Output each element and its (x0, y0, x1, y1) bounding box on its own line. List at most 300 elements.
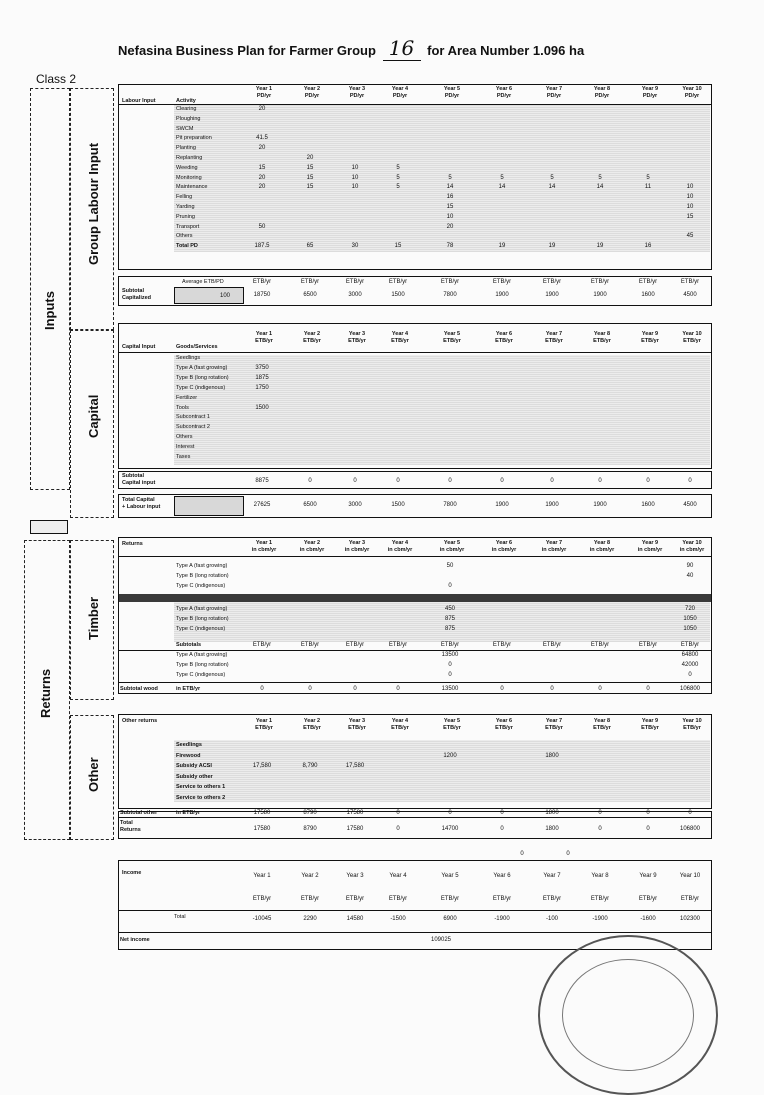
timber-etb-header: ETB/yr (252, 642, 272, 648)
capital-item: Type B (long rotation) (176, 374, 229, 381)
income-year: Year 4 (389, 873, 407, 879)
other-subtotal: 0 (396, 810, 400, 816)
capital-item: Type C (indigenous) (176, 384, 226, 391)
labour-etb-header: ETB/yr (680, 279, 700, 285)
labour-etb-header: ETB/yr (300, 279, 320, 285)
other-item: Subsidy other (176, 773, 213, 780)
capital-subtotal-box (118, 471, 712, 489)
capital-year-header: Year 10 ETB/yr (682, 331, 702, 344)
income-year: Year 1 (253, 873, 271, 879)
timber-etb-header: ETB/yr (638, 642, 658, 648)
labour-etb-header: ETB/yr (638, 279, 658, 285)
labour-activity: Ploughing (176, 115, 201, 122)
timber-etb-type: Type B (long rotation) (176, 661, 229, 668)
labour-value: 30 (351, 243, 359, 250)
other-year-header: Year 3 ETB/yr (348, 718, 366, 731)
labour-subtotal: 1900 (545, 292, 559, 298)
other-subtotal: 0 (598, 810, 602, 816)
labour-value: 15 (306, 164, 314, 171)
labour-value: 11 (644, 184, 652, 191)
labour-value: 5 (448, 174, 452, 181)
capital-item: Others (176, 434, 193, 441)
labour-activity: Pit preparation (176, 135, 212, 142)
row-divider (118, 556, 712, 557)
timber-etb-header: ETB/yr (680, 642, 700, 648)
labour-value: 10 (686, 184, 694, 191)
row-divider (118, 104, 712, 105)
timber-subtotal: 106800 (679, 686, 701, 692)
capital-col-b: Goods/Services (176, 344, 218, 350)
other-sub-b: in ETB/yr (176, 810, 201, 816)
capital-total: 1900 (593, 502, 607, 508)
timber-etb-type: Type A (fast growing) (176, 652, 228, 658)
labour-activity: SWCM (176, 125, 194, 132)
inputs-frame (30, 88, 70, 490)
other-year-header: Year 8 ETB/yr (593, 718, 611, 731)
labour-value: 20 (258, 145, 266, 152)
timber-price-type: Type B (long rotation) (176, 615, 229, 622)
total-returns-value: 106800 (679, 826, 701, 832)
total-capital-box (174, 496, 244, 516)
net-income-label: Net income (120, 937, 150, 943)
income-total: -100 (545, 916, 558, 922)
income-unit: ETB/yr (388, 896, 408, 902)
labour-value: 16 (446, 194, 454, 201)
labour-etb-header: ETB/yr (590, 279, 610, 285)
labour-value: 20 (258, 106, 266, 112)
timber-vol-y5: 50 (446, 563, 454, 569)
labour-value: 5 (396, 164, 400, 171)
labour-year-header: Year 10 PD/yr (682, 86, 702, 99)
avg-etb-value: 100 (219, 293, 230, 299)
capital-subtotal: 0 (500, 478, 504, 484)
labour-year-header: Year 6 PD/yr (495, 86, 513, 99)
capital-col-a: Capital Input (122, 344, 156, 350)
labour-value: 41.5 (256, 135, 268, 142)
income-year: Year 7 (543, 873, 561, 879)
other-year-header: Year 6 ETB/yr (495, 718, 513, 731)
capital-item: Type A (fast growing) (176, 364, 228, 371)
total-returns-box (118, 811, 712, 839)
income-year: Year 2 (301, 873, 319, 879)
labour-value: 15 (306, 184, 314, 191)
labour-year-header: Year 4 PD/yr (391, 86, 409, 99)
labour-year-header: Year 1 PD/yr (255, 86, 273, 99)
group-labour-side-label: Group Labour Input (86, 142, 101, 265)
timber-vol-y10: 90 (686, 563, 694, 569)
labour-activity: Planting (176, 145, 196, 152)
capital-year-header: Year 2 ETB/yr (303, 331, 321, 344)
class-label: Class 2 (36, 72, 77, 86)
labour-value: 5 (550, 174, 554, 181)
labour-subtotal: 1600 (641, 292, 655, 298)
timber-subtotal: 0 (353, 686, 357, 692)
timber-sub-a: Subtotal wood (120, 686, 158, 692)
capital-value: 1500 (255, 404, 269, 411)
labour-sub-b: Capitalized (122, 295, 152, 301)
capital-side-label: Capital (86, 394, 101, 438)
timber-price-y10: 1050 (683, 615, 697, 622)
labour-etb-header: ETB/yr (440, 279, 460, 285)
timber-price-y10: 1050 (683, 625, 697, 632)
capital-subtotal: 0 (550, 478, 554, 484)
labour-value: 10 (351, 174, 359, 181)
timber-etb-y10: 0 (688, 671, 692, 678)
labour-activity: Monitoring (176, 174, 202, 181)
labour-subtotal: 1900 (593, 292, 607, 298)
avg-etb-label: Average ETB/PD (182, 279, 224, 285)
labour-value: 19 (596, 243, 604, 250)
capital-subtotal: 0 (646, 478, 650, 484)
timber-subtotal: 0 (260, 686, 264, 692)
inputs-side-label: Inputs (42, 291, 57, 330)
timber-dark-band (119, 594, 711, 602)
income-unit: ETB/yr (590, 896, 610, 902)
other-col-a: Other returns (122, 718, 158, 724)
timber-subtotal: 0 (396, 686, 400, 692)
timber-vol-type: Type C (indigenous) (176, 582, 226, 589)
capital-subtotal: 0 (598, 478, 602, 484)
labour-year-header: Year 2 PD/yr (303, 86, 321, 99)
timber-sub-b: in ETB/yr (176, 686, 201, 692)
labour-subtotal: 18750 (253, 292, 271, 298)
capital-total-label: Total Capital + Labour input (122, 497, 161, 510)
timber-year-header: Year 1 in cbm/yr (251, 540, 277, 553)
timber-year-header: Year 9 in cbm/yr (637, 540, 663, 553)
row-divider (118, 932, 712, 933)
other-year-header: Year 7 ETB/yr (545, 718, 563, 731)
labour-value: 14 (596, 184, 604, 191)
capital-sub-label: Subtotal Capital input (122, 473, 156, 486)
other-subtotal: 17580 (253, 810, 271, 816)
income-total: 102300 (679, 916, 701, 922)
income-year: Year 8 (591, 873, 609, 879)
income-total: 14580 (346, 916, 364, 922)
labour-value: 20 (258, 184, 266, 191)
income-total: -1900 (494, 916, 510, 922)
capital-total: 27625 (253, 502, 271, 508)
capital-total: 6500 (303, 502, 317, 508)
labour-value: 10 (351, 184, 359, 191)
other-sub-a: Subtotal other (120, 810, 158, 816)
capital-year-header: Year 9 ETB/yr (641, 331, 659, 344)
capital-total: 4500 (683, 502, 697, 508)
labour-activity: Transport (176, 223, 200, 230)
income-year: Year 10 (679, 873, 701, 879)
labour-value: 10 (351, 164, 359, 171)
timber-etb-y10: 42000 (681, 661, 699, 668)
other-year-header: Year 2 ETB/yr (303, 718, 321, 731)
income-total: -10045 (252, 916, 272, 922)
other-shade (174, 740, 710, 802)
total-returns-value: 0 (500, 826, 504, 832)
other-year-header: Year 10 ETB/yr (682, 718, 702, 731)
labour-activity: Yarding (176, 204, 195, 210)
other-subtotal: 17580 (346, 810, 364, 816)
labour-sub-a: Subtotal (122, 288, 144, 294)
capital-total: 1900 (545, 502, 559, 508)
labour-subtotal: 4500 (683, 292, 697, 298)
capital-subtotal: 8875 (255, 478, 269, 484)
capital-total: 7800 (443, 502, 457, 508)
other-value: 8,790 (302, 763, 318, 769)
other-item: Service to others 2 (176, 794, 226, 801)
timber-price-type: Type A (fast growing) (176, 606, 228, 612)
other-value: 17,580 (252, 763, 272, 769)
income-unit: ETB/yr (252, 896, 272, 902)
capital-value: 1750 (255, 384, 269, 391)
labour-year-header: Year 3 PD/yr (348, 86, 366, 99)
timber-etb-header: ETB/yr (300, 642, 320, 648)
labour-value: 50 (258, 223, 266, 230)
capital-total: 1900 (495, 502, 509, 508)
timber-year-header: Year 5 in cbm/yr (439, 540, 465, 553)
capital-year-header: Year 4 ETB/yr (391, 331, 409, 344)
labour-value: 78 (446, 243, 454, 250)
total-returns-value: 0 (598, 826, 602, 832)
labour-activity: Weeding (176, 164, 198, 171)
row-divider (118, 650, 712, 651)
labour-value: 5 (598, 174, 602, 181)
income-year: Year 9 (639, 873, 657, 879)
other-value: 17,580 (345, 763, 365, 769)
income-unit: ETB/yr (638, 896, 658, 902)
official-seal (538, 935, 718, 1095)
labour-etb-header: ETB/yr (388, 279, 408, 285)
timber-price-y5: 875 (444, 615, 455, 622)
timber-etb-header: ETB/yr (440, 642, 460, 648)
returns-side-label: Returns (38, 668, 53, 718)
other-item: Firewood (176, 752, 201, 759)
capital-item: Taxes (176, 454, 191, 460)
other-item: Subsidy ACSI (176, 763, 212, 769)
capital-item: Seedlings (176, 355, 201, 361)
spacer-box (30, 520, 68, 534)
labour-activity: Replanting (176, 155, 203, 161)
timber-etb-y5: 0 (448, 671, 452, 678)
timber-etb-header: ETB/yr (345, 642, 365, 648)
timber-subtotals-label: Subtotals (176, 642, 202, 648)
other-value: 1800 (545, 752, 559, 759)
capital-total: 3000 (348, 502, 362, 508)
capital-subtotal: 0 (353, 478, 357, 484)
labour-year-header: Year 8 PD/yr (593, 86, 611, 99)
total-returns-value: 17580 (346, 826, 364, 832)
capital-subtotal: 0 (688, 478, 692, 484)
zero-b: 0 (566, 851, 570, 857)
labour-value: 10 (686, 204, 694, 210)
timber-etb-y10: 64800 (681, 652, 699, 658)
row-divider (118, 682, 712, 683)
labour-subtotal: 7800 (443, 292, 457, 298)
income-year: Year 6 (493, 873, 511, 879)
other-item: Seedlings (176, 742, 202, 748)
row-divider (118, 910, 712, 911)
capital-year-header: Year 8 ETB/yr (593, 331, 611, 344)
labour-col-b: Activity (176, 98, 196, 104)
other-subtotal: 8790 (303, 810, 317, 816)
timber-etb-header: ETB/yr (542, 642, 562, 648)
capital-item: Subcontract 2 (176, 424, 210, 431)
other-year-header: Year 1 ETB/yr (255, 718, 273, 731)
timber-year-header: Year 10 in cbm/yr (679, 540, 705, 553)
labour-value: 20 (258, 174, 266, 181)
total-returns-value: 14700 (441, 826, 459, 832)
income-total-label: Total (174, 914, 186, 920)
timber-year-header: Year 2 in cbm/yr (299, 540, 325, 553)
income-total: 2290 (303, 916, 317, 922)
income-label: Income (122, 870, 142, 876)
income-year: Year 5 (441, 873, 459, 879)
labour-col-a: Labour Input (122, 98, 156, 104)
other-year-header: Year 5 ETB/yr (443, 718, 461, 731)
income-unit: ETB/yr (300, 896, 320, 902)
total-returns-value: 1800 (545, 826, 559, 832)
timber-price-type: Type C (indigenous) (176, 625, 226, 632)
timber-etb-header: ETB/yr (388, 642, 408, 648)
labour-activity: Clearing (176, 106, 197, 112)
labour-value: 65 (306, 243, 314, 250)
labour-value: 5 (396, 184, 400, 191)
timber-vol-y5: 0 (448, 582, 452, 589)
other-subtotal: 1800 (545, 810, 559, 816)
labour-activity: Pruning (176, 213, 195, 220)
labour-value: 19 (498, 243, 506, 250)
labour-subtotal: 6500 (303, 292, 317, 298)
timber-side-label: Timber (86, 596, 101, 640)
timber-year-header: Year 7 in cbm/yr (541, 540, 567, 553)
labour-value: 10 (686, 194, 694, 201)
labour-subtotal: 1900 (495, 292, 509, 298)
timber-etb-header: ETB/yr (590, 642, 610, 648)
capital-year-header: Year 5 ETB/yr (443, 331, 461, 344)
labour-activity: Others (176, 233, 193, 240)
total-returns-label: Total Returns (120, 820, 141, 833)
income-unit: ETB/yr (345, 896, 365, 902)
labour-value: 15 (394, 243, 402, 250)
other-subtotal: 0 (688, 810, 692, 816)
page-title (118, 36, 584, 61)
timber-etb-type: Type C (indigenous) (176, 671, 226, 678)
timber-year-header: Year 8 in cbm/yr (589, 540, 615, 553)
income-unit: ETB/yr (492, 896, 512, 902)
income-total: -1900 (592, 916, 608, 922)
timber-etb-y5: 0 (448, 661, 452, 668)
timber-vol-y10: 40 (686, 572, 694, 579)
timber-year-header: Year 4 in cbm/yr (387, 540, 413, 553)
labour-value: 45 (686, 233, 694, 240)
total-returns-value: 17580 (253, 826, 271, 832)
labour-value: 16 (644, 243, 652, 250)
labour-value: 15 (306, 174, 314, 181)
total-returns-value: 8790 (303, 826, 317, 832)
capital-year-header: Year 1 ETB/yr (255, 331, 273, 344)
other-subtotal: 0 (500, 810, 504, 816)
labour-activity: Maintenance (176, 184, 208, 191)
timber-etb-header: ETB/yr (492, 642, 512, 648)
timber-year-header: Year 3 in cbm/yr (344, 540, 370, 553)
timber-vol-type: Type B (long rotation) (176, 572, 229, 579)
labour-activity: Felling (176, 194, 193, 201)
timber-price-y5: 450 (444, 606, 455, 612)
capital-subtotal: 0 (396, 478, 400, 484)
labour-value: 20 (306, 155, 314, 161)
labour-etb-header: ETB/yr (492, 279, 512, 285)
row-divider (118, 352, 712, 353)
labour-value: 5 (396, 174, 400, 181)
capital-item: Tools (176, 404, 189, 411)
capital-year-header: Year 7 ETB/yr (545, 331, 563, 344)
labour-etb-header: ETB/yr (542, 279, 562, 285)
income-total: 6900 (443, 916, 457, 922)
other-value: 1200 (443, 752, 457, 759)
labour-value: 187.5 (254, 243, 270, 250)
labour-value: 14 (498, 184, 506, 191)
capital-total: 1600 (641, 502, 655, 508)
labour-value: 15 (686, 213, 694, 220)
other-subtotal: 0 (646, 810, 650, 816)
timber-col-a: Returns (122, 541, 143, 547)
other-subtotal: 0 (448, 810, 452, 816)
income-total: -1500 (390, 916, 406, 922)
capital-item: Fertilizer (176, 394, 198, 401)
capital-total: 1500 (391, 502, 405, 508)
income-unit: ETB/yr (680, 896, 700, 902)
labour-subtotal: 1500 (391, 292, 405, 298)
timber-price-y10: 720 (684, 606, 695, 612)
total-returns-value: 0 (646, 826, 650, 832)
zero-a: 0 (520, 851, 524, 857)
timber-year-header: Year 6 in cbm/yr (491, 540, 517, 553)
capital-year-header: Year 3 ETB/yr (348, 331, 366, 344)
other-side-label: Other (86, 757, 101, 792)
capital-subtotal: 0 (448, 478, 452, 484)
capital-value: 3750 (255, 364, 269, 371)
labour-value: 19 (548, 243, 556, 250)
income-total: -1600 (640, 916, 656, 922)
title-suffix: for Area Number 1.096 ha (427, 43, 585, 58)
capital-value: 1875 (255, 374, 269, 381)
capital-item: Subcontract 1 (176, 414, 210, 421)
labour-value: 5 (646, 174, 650, 181)
income-unit: ETB/yr (542, 896, 562, 902)
timber-subtotal: 0 (500, 686, 504, 692)
timber-subtotal: 0 (598, 686, 602, 692)
labour-year-header: Year 5 PD/yr (443, 86, 461, 99)
capital-item: Interest (176, 444, 195, 451)
labour-year-header: Year 7 PD/yr (545, 86, 563, 99)
timber-subtotal: 0 (550, 686, 554, 692)
total-returns-value: 0 (396, 826, 400, 832)
row-divider (118, 817, 712, 818)
labour-activity: Total PD (176, 243, 198, 250)
other-item: Service to others 1 (176, 784, 226, 790)
labour-etb-header: ETB/yr (252, 279, 272, 285)
timber-price-y5: 875 (444, 625, 455, 632)
timber-subtotal: 0 (308, 686, 312, 692)
labour-etb-header: ETB/yr (345, 279, 365, 285)
timber-subtotal: 13500 (441, 686, 459, 692)
labour-value: 15 (258, 164, 266, 171)
labour-value: 5 (500, 174, 504, 181)
labour-value: 10 (446, 213, 454, 220)
labour-subtotal: 3000 (348, 292, 362, 298)
labour-year-header: Year 9 PD/yr (641, 86, 659, 99)
net-income-value: 109025 (430, 937, 452, 943)
timber-subtotal: 0 (646, 686, 650, 692)
labour-value: 15 (446, 204, 454, 210)
labour-value: 20 (446, 223, 454, 230)
